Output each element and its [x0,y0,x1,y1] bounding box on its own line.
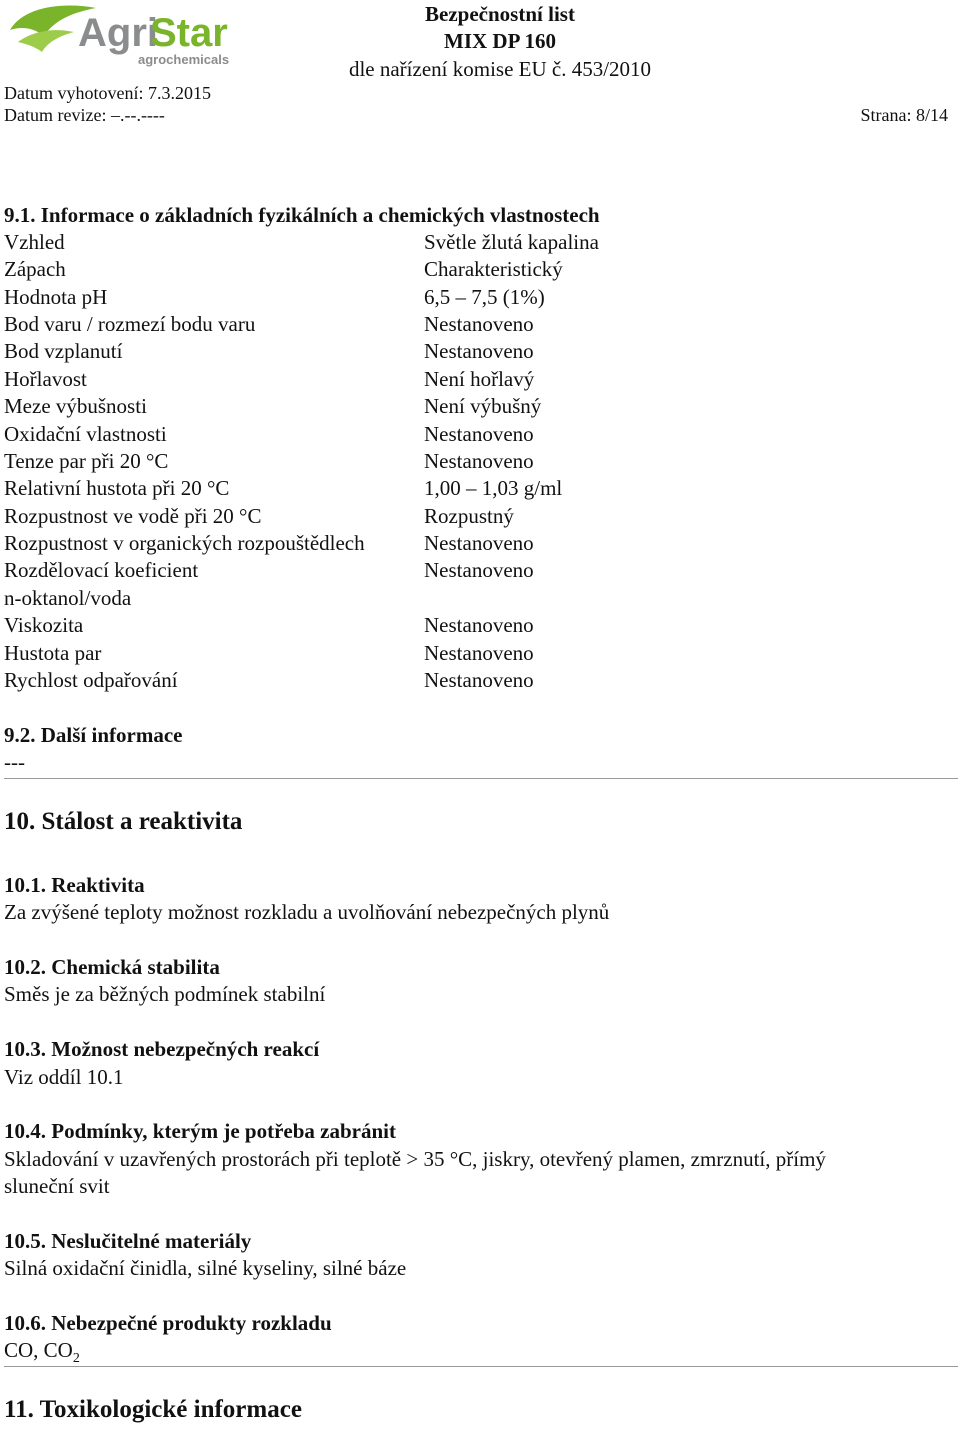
property-name: Viskozita [4,613,84,637]
subsection-heading: 10.4. Podmínky, kterým je potřeba zabránit [4,1119,396,1143]
property-name: Meze výbušnosti [4,394,147,418]
property-value: Charakteristický [424,257,563,281]
property-value: Nestanoveno [424,558,534,582]
property-name: Rozpustnost v organických rozpouštědlech [4,531,365,555]
section-9-2-text: --- [4,750,25,774]
subsection-text: Viz oddíl 10.1 [4,1065,124,1089]
property-value: Není výbušný [424,394,542,418]
property-value: Nestanoveno [424,641,534,665]
property-name: Rozdělovací koeficient [4,558,199,582]
property-name: Relativní hustota při 20 °C [4,476,230,500]
decomposition-products: CO, CO [4,1338,73,1362]
property-name: Vzhled [4,230,65,254]
svg-text:agrochemicals: agrochemicals [138,52,230,67]
subsection-heading: 10.3. Možnost nebezpečných reakcí [4,1037,320,1061]
property-value: Nestanoveno [424,312,534,336]
property-name: Rychlost odpařování [4,668,178,692]
property-value: Nestanoveno [424,339,534,363]
property-name: Bod varu / rozmezí bodu varu [4,312,256,336]
property-value: 1,00 – 1,03 g/ml [424,476,563,500]
subsection-heading: 10.6. Nebezpečné produkty rozkladu [4,1311,332,1335]
section-10-heading: 10. Stálost a reaktivita [4,808,243,835]
section-9-1-heading: 9.1. Informace o základních fyzikálních a chemických vlastnostech [4,203,600,227]
property-value: Nestanoveno [424,449,534,473]
property-name: Tenze par při 20 °C [4,449,169,473]
property-name: Rozpustnost ve vodě při 20 °C [4,504,262,528]
section-9-2-heading: 9.2. Další informace [4,723,183,747]
property-value: Nestanoveno [424,668,534,692]
issue-date: Datum vyhotovení: 7.3.2015 [4,83,211,103]
revision-date: Datum revize: –.--.---- [4,105,165,125]
property-name: Hustota par [4,641,102,665]
property-value: Nestanoveno [424,422,534,446]
subsection-text: Směs je za běžných podmínek stabilní [4,982,326,1006]
property-value: Rozpustný [424,504,514,528]
property-value: Světle žlutá kapalina [424,230,599,254]
section-11-heading: 11. Toxikologické informace [4,1396,302,1423]
product-name: MIX DP 160 [444,29,556,53]
property-name: n-oktanol/voda [4,586,132,610]
property-value: Není hořlavý [424,367,535,391]
page-number: Strana: 8/14 [860,105,948,125]
property-name: Bod vzplanutí [4,339,123,363]
subsection-heading: 10.1. Reaktivita [4,873,145,897]
subsection-text: Silná oxidační činidla, silné kyseliny, silné báze [4,1256,407,1280]
property-value: 6,5 – 7,5 (1%) [424,285,545,309]
section-divider [4,1366,958,1367]
subsection-text: Za zvýšené teploty možnost rozkladu a uvolňování nebezpečných plynů [4,900,610,924]
subscript: 2 [72,1351,80,1367]
section-divider [4,778,958,779]
property-value: Nestanoveno [424,613,534,637]
document-title: Bezpečnostní list [425,2,575,26]
property-name: Hořlavost [4,367,87,391]
subsection-heading: 10.5. Neslučitelné materiály [4,1229,252,1253]
regulation-reference: dle nařízení komise EU č. 453/2010 [348,57,652,81]
subsection-heading: 10.2. Chemická stabilita [4,955,220,979]
property-name: Zápach [4,257,66,281]
subsection-text-continued: sluneční svit [4,1174,110,1198]
agristar-logo [4,2,234,72]
property-name: Hodnota pH [4,285,108,309]
svg-text:Star: Star [150,11,228,55]
subsection-text: Skladování v uzavřených prostorách při teplotě > 35 °C, jiskry, otevřený plamen, zmrznutí, přímý [4,1147,826,1171]
property-name: Oxidační vlastnosti [4,422,167,446]
svg-text:Agri: Agri [78,11,158,55]
agristar-logo-graphic [4,2,234,72]
property-value: Nestanoveno [424,531,534,555]
